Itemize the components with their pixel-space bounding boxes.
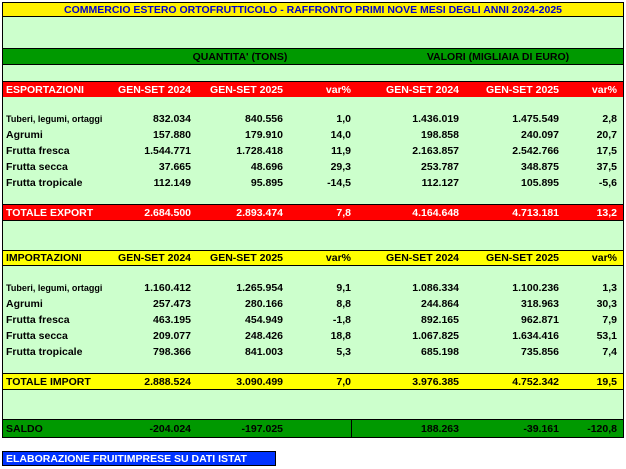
spacer-row: [2, 97, 624, 111]
export-cell-label: Agrumi: [6, 129, 43, 141]
import-cell-q2024: 257.473: [153, 298, 191, 310]
export-cell-qvar: 14,0: [330, 129, 351, 141]
export-col-qvar: var%: [325, 83, 351, 96]
import-cell-label: Frutta tropicale: [6, 346, 83, 358]
export-total-q2025: 2.893.474: [236, 206, 283, 219]
spacer-row: [2, 191, 624, 204]
export-table-row: [2, 127, 624, 143]
export-cell-v2025: 240.097: [521, 129, 559, 141]
export-cell-v2024: 112.127: [421, 177, 459, 189]
import-section-label: IMPORTAZIONI: [6, 252, 82, 264]
export-cell-label: Frutta fresca: [6, 145, 70, 157]
export-total-vvar: 13,2: [596, 206, 617, 219]
export-section-label: ESPORTAZIONI: [6, 83, 84, 96]
saldo-divider: [351, 420, 352, 437]
export-cell-v2025: 348.875: [521, 161, 559, 173]
import-cell-v2025: 735.856: [521, 346, 559, 358]
saldo-v2025: -39.161: [523, 422, 559, 435]
import-cell-qvar: -1,8: [332, 314, 351, 326]
export-table-row: [2, 159, 624, 175]
table-title-row: [2, 2, 624, 17]
export-cell-q2024: 157.880: [153, 129, 191, 141]
import-cell-q2025: 841.003: [245, 346, 283, 358]
export-cell-qvar: -14,5: [327, 177, 351, 189]
import-cell-label: Frutta fresca: [6, 314, 70, 326]
source-footer: ELABORAZIONE FRUITIMPRESE SU DATI ISTAT: [2, 451, 276, 466]
import-total-q2025: 3.090.499: [236, 375, 283, 388]
export-cell-q2025: 179.910: [245, 129, 283, 141]
export-cell-v2024: 253.787: [421, 161, 459, 173]
export-cell-vvar: 37,5: [596, 161, 617, 173]
export-col-q2025: GEN-SET 2025: [210, 83, 283, 96]
export-cell-q2024: 112.149: [153, 177, 191, 189]
import-cell-label: Frutta secca: [6, 330, 68, 342]
export-cell-label: Frutta tropicale: [6, 177, 83, 189]
quantity-header: QUANTITA' (TONS): [192, 50, 288, 63]
export-col-q2024: GEN-SET 2024: [118, 83, 191, 96]
group-header-row: [2, 48, 624, 65]
export-total-qvar: 7,8: [336, 206, 351, 219]
import-col-q2025: GEN-SET 2025: [210, 252, 283, 264]
import-table-row: [2, 328, 624, 344]
import-cell-vvar: 53,1: [596, 330, 617, 342]
export-cell-vvar: -5,6: [598, 177, 617, 189]
import-cell-v2025: 318.963: [521, 298, 559, 310]
import-cell-v2025: 962.871: [521, 314, 559, 326]
export-total-q2024: 2.684.500: [144, 206, 191, 219]
saldo-q2024: -204.024: [149, 422, 191, 435]
export-cell-v2024: 198.858: [421, 129, 459, 141]
import-col-qvar: var%: [325, 252, 351, 264]
export-cell-label: Frutta secca: [6, 161, 68, 173]
export-header-row: [2, 81, 624, 97]
export-cell-v2025: 105.895: [521, 177, 559, 189]
export-cell-qvar: 1,0: [336, 113, 351, 125]
import-table-row: [2, 344, 624, 360]
export-cell-label: Tuberi, legumi, ortaggi: [6, 114, 103, 124]
import-cell-v2024: 244.864: [421, 298, 459, 310]
import-total-vvar: 19,5: [596, 375, 617, 388]
import-cell-vvar: 7,4: [602, 346, 617, 358]
saldo-row: [2, 419, 624, 438]
export-col-v2025: GEN-SET 2025: [486, 83, 559, 96]
import-cell-v2025: 1.100.236: [512, 282, 559, 294]
export-cell-q2025: 840.556: [245, 113, 283, 125]
import-cell-q2024: 798.366: [153, 346, 191, 358]
saldo-label: SALDO: [6, 422, 43, 435]
spacer-row: [2, 390, 624, 419]
spacer-row: [2, 266, 624, 280]
import-cell-vvar: 30,3: [596, 298, 617, 310]
spacer-row: [2, 65, 624, 81]
export-cell-q2024: 37.665: [158, 161, 191, 173]
export-cell-v2025: 2.542.766: [512, 145, 559, 157]
import-cell-vvar: 7,9: [602, 314, 617, 326]
value-header: VALORI (MIGLIAIA DI EURO): [426, 50, 570, 63]
import-cell-label: Tuberi, legumi, ortaggi: [6, 283, 103, 293]
import-cell-v2024: 1.086.334: [412, 282, 459, 294]
export-col-v2024: GEN-SET 2024: [386, 83, 459, 96]
saldo-q2025: -197.025: [241, 422, 283, 435]
export-cell-q2025: 95.895: [250, 177, 283, 189]
export-cell-q2024: 1.544.771: [144, 145, 191, 157]
saldo-vvar: -120,8: [587, 422, 617, 435]
import-table-row: [2, 296, 624, 312]
export-table-row: [2, 143, 624, 159]
export-cell-vvar: 20,7: [596, 129, 617, 141]
import-col-v2024: GEN-SET 2024: [386, 252, 459, 264]
export-total-row: [2, 204, 624, 221]
import-total-v2025: 4.752.342: [512, 375, 559, 388]
export-total-v2024: 4.164.648: [412, 206, 459, 219]
import-col-vvar: var%: [591, 252, 617, 264]
spacer-row: [2, 360, 624, 373]
import-total-label: TOTALE IMPORT: [6, 375, 91, 388]
import-cell-label: Agrumi: [6, 298, 43, 310]
import-cell-q2024: 1.160.412: [144, 282, 191, 294]
import-total-q2024: 2.888.524: [144, 375, 191, 388]
import-cell-v2024: 892.165: [421, 314, 459, 326]
export-cell-vvar: 17,5: [596, 145, 617, 157]
export-cell-q2024: 832.034: [153, 113, 191, 125]
table-title: COMMERCIO ESTERO ORTOFRUTTICOLO - RAFFRONTO PRIMI NOVE MESI DEGLI ANNI 2024-2025: [63, 3, 563, 16]
import-cell-qvar: 18,8: [330, 330, 351, 342]
import-cell-qvar: 8,8: [336, 298, 351, 310]
import-table-row: [2, 280, 624, 296]
saldo-qvar: [289, 420, 357, 437]
import-total-qvar: 7,0: [336, 375, 351, 388]
import-col-v2025: GEN-SET 2025: [486, 252, 559, 264]
import-cell-v2024: 1.067.825: [412, 330, 459, 342]
import-cell-q2024: 209.077: [153, 330, 191, 342]
export-cell-q2025: 48.696: [250, 161, 283, 173]
export-col-vvar: var%: [591, 83, 617, 96]
import-cell-q2025: 1.265.954: [236, 282, 283, 294]
import-cell-q2024: 463.195: [153, 314, 191, 326]
export-cell-v2025: 1.475.549: [512, 113, 559, 125]
import-cell-v2025: 1.634.416: [512, 330, 559, 342]
import-total-v2024: 3.976.385: [412, 375, 459, 388]
import-cell-vvar: 1,3: [602, 282, 617, 294]
export-cell-qvar: 29,3: [330, 161, 351, 173]
import-table-row: [2, 312, 624, 328]
export-cell-vvar: 2,8: [602, 113, 617, 125]
export-cell-q2025: 1.728.418: [236, 145, 283, 157]
import-cell-q2025: 454.949: [245, 314, 283, 326]
import-cell-q2025: 280.166: [245, 298, 283, 310]
export-cell-qvar: 11,9: [331, 145, 351, 157]
export-table-row: [2, 175, 624, 191]
export-total-label: TOTALE EXPORT: [6, 206, 94, 219]
export-cell-v2024: 1.436.019: [412, 113, 459, 125]
import-cell-q2025: 248.426: [245, 330, 283, 342]
export-table-row: [2, 111, 624, 127]
import-col-q2024: GEN-SET 2024: [118, 252, 191, 264]
spacer-row: [2, 221, 624, 250]
spacer-row: [2, 17, 624, 48]
import-cell-qvar: 5,3: [336, 346, 351, 358]
export-cell-v2024: 2.163.857: [412, 145, 459, 157]
export-total-v2025: 4.713.181: [512, 206, 559, 219]
import-cell-v2024: 685.198: [421, 346, 459, 358]
import-header-row: [2, 250, 624, 266]
import-total-row: [2, 373, 624, 390]
import-cell-qvar: 9,1: [336, 282, 351, 294]
saldo-v2024: 188.263: [421, 422, 459, 435]
